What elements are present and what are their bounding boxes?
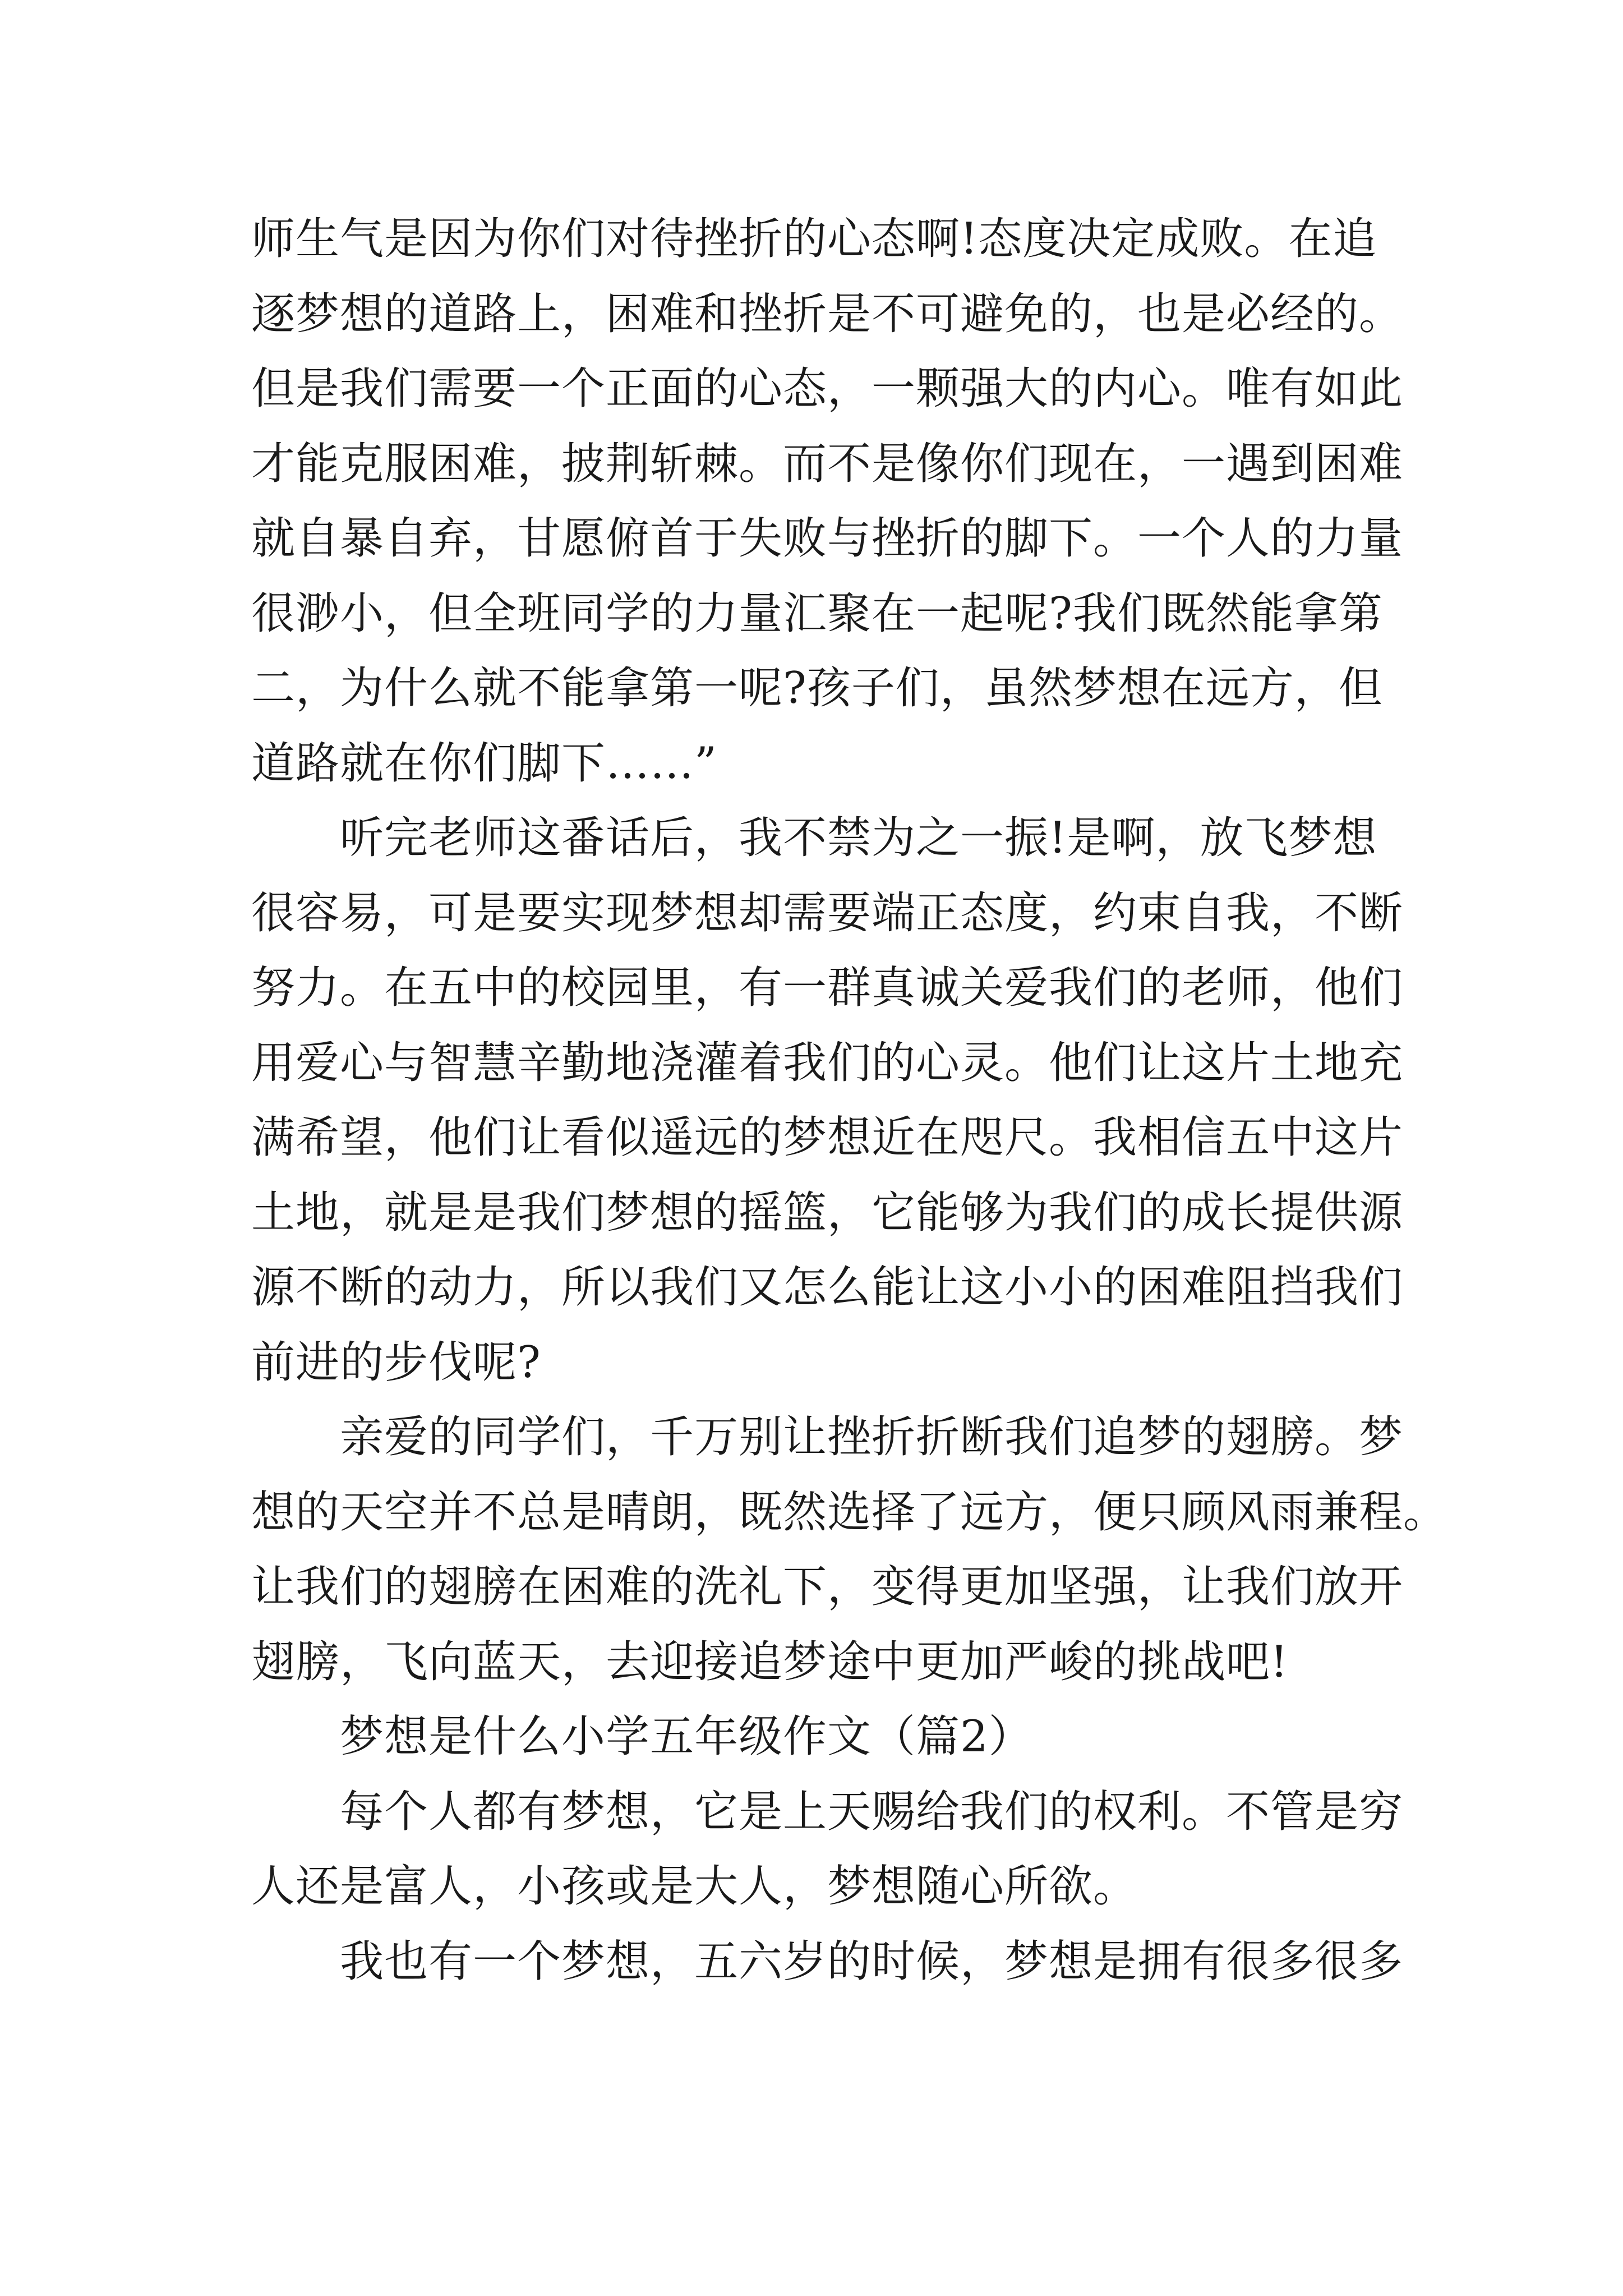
text-line: 二，为什么就不能拿第一呢?孩子们，虽然梦想在远方，但: [251, 663, 1383, 714]
text-line: 想的天空并不总是晴朗，既然选择了远方，便只顾风雨兼程。: [251, 1487, 1448, 1538]
text-line: 源不断的动力，所以我们又怎么能让这小小的困难阻挡我们: [251, 1262, 1404, 1313]
text-line: 逐梦想的道路上，困难和挫折是不可避免的，也是必经的。: [251, 288, 1404, 339]
paragraph-start-line: 每个人都有梦想，它是上天赐给我们的权利。不管是穷: [340, 1786, 1404, 1837]
text-line: 土地，就是是我们梦想的摇篮，它能够为我们的成长提供源: [251, 1187, 1404, 1238]
text-line: 道路就在你们脚下……”: [251, 738, 717, 789]
text-line: 努力。在五中的校园里，有一群真诚关爱我们的老师，他们: [251, 963, 1404, 1013]
paragraph-start-line: 听完老师这番话后，我不禁为之一振!是啊，放飞梦想: [340, 813, 1377, 863]
body-text: [251, 202, 1448, 1999]
text-line: 就自暴自弃，甘愿俯首于失败与挫折的脚下。一个人的力量: [251, 513, 1404, 564]
text-line: 用爱心与智慧辛勤地浇灌着我们的心灵。他们让这片土地充: [251, 1037, 1404, 1088]
text-line: 很容易，可是要实现梦想却需要端正态度，约束自我，不断: [251, 887, 1404, 938]
text-line: 让我们的翅膀在困难的洗礼下，变得更加坚强，让我们放开: [251, 1562, 1404, 1612]
paragraph-start-line: 亲爱的同学们，千万别让挫折折断我们追梦的翅膀。梦: [340, 1412, 1404, 1462]
text-line: 翅膀，飞向蓝天，去迎接追梦途中更加严峻的挑战吧!: [251, 1636, 1289, 1687]
text-line: 很渺小，但全班同学的力量汇聚在一起呢?我们既然能拿第: [251, 588, 1383, 639]
text-line: 人还是富人，小孩或是大人，梦想随心所欲。: [251, 1861, 1138, 1912]
text-line: 才能克服困难，披荆斩棘。而不是像你们现在，一遇到困难: [251, 438, 1404, 489]
section-heading: 梦想是什么小学五年级作文（篇2）: [340, 1711, 1033, 1762]
text-line: 但是我们需要一个正面的心态，一颗强大的内心。唯有如此: [251, 364, 1404, 414]
text-line: 满希望，他们让看似遥远的梦想近在咫尺。我相信五中这片: [251, 1112, 1404, 1163]
text-line: 师生气是因为你们对待挫折的心态啊!态度决定成败。在追: [251, 214, 1377, 264]
text-line: 前进的步伐呢?: [251, 1337, 541, 1388]
paragraph-start-line: 我也有一个梦想，五六岁的时候，梦想是拥有很多很多: [340, 1936, 1404, 1987]
